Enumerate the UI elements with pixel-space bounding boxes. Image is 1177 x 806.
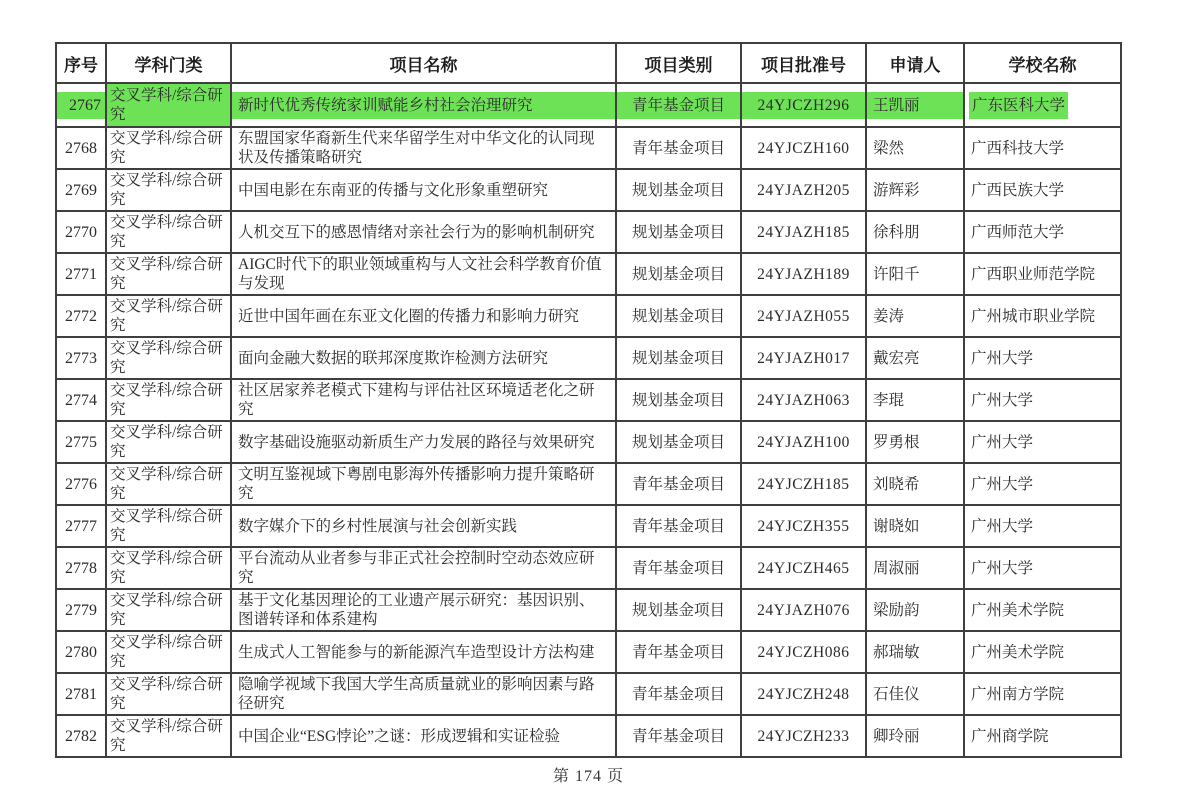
grant-no-value: 24YJAZH017 <box>757 349 850 367</box>
header-serial: 序号 <box>56 43 106 83</box>
cell-category <box>616 673 741 715</box>
cell-grant-no <box>741 83 866 127</box>
category-value: 规划基金项目 <box>631 307 725 325</box>
cell-applicant <box>866 589 964 631</box>
applicant-value: 梁励韵 <box>873 601 920 619</box>
table-row <box>56 505 1121 547</box>
cell-title <box>231 83 616 127</box>
category-value: 青年基金项目 <box>631 727 725 745</box>
cell-category <box>616 631 741 673</box>
cell-serial <box>56 295 106 337</box>
category-value: 青年基金项目 <box>631 139 725 157</box>
cell-applicant <box>866 253 964 295</box>
cell-discipline <box>106 673 231 715</box>
cell-title <box>231 589 616 631</box>
title-value: 人机交互下的感恩情绪对亲社会行为的影响机制研究 <box>238 223 595 241</box>
category-value: 规划基金项目 <box>631 391 725 409</box>
cell-title <box>231 169 616 211</box>
cell-discipline <box>106 295 231 337</box>
cell-grant-no <box>741 127 866 169</box>
discipline-value: 交叉学科/综合研究 <box>110 466 223 502</box>
school-value: 广州城市职业学院 <box>971 307 1096 325</box>
school-value: 广州大学 <box>971 433 1034 451</box>
cell-category <box>616 337 741 379</box>
cell-serial <box>56 211 106 253</box>
table-row <box>56 379 1121 421</box>
serial-value: 2781 <box>65 685 97 703</box>
title-value: 生成式人工智能参与的新能源汽车造型设计方法构建 <box>238 643 595 661</box>
cell-discipline <box>106 505 231 547</box>
cell-applicant <box>866 505 964 547</box>
serial-value: 2770 <box>65 223 97 241</box>
discipline-value: 交叉学科/综合研究 <box>110 592 223 628</box>
applicant-value: 罗勇根 <box>873 433 920 451</box>
cell-applicant <box>866 673 964 715</box>
cell-school <box>964 631 1121 673</box>
cell-title <box>231 673 616 715</box>
grant-no-value: 24YJAZH205 <box>757 181 850 199</box>
grant-no-value: 24YJAZH100 <box>757 433 850 451</box>
discipline-value: 交叉学科/综合研究 <box>110 340 223 376</box>
applicant-value: 郝瑞敏 <box>873 643 920 661</box>
table-row <box>56 715 1121 757</box>
cell-school <box>964 715 1121 757</box>
cell-discipline <box>106 421 231 463</box>
discipline-value: 交叉学科/综合研究 <box>110 718 223 754</box>
school-value: 广州大学 <box>971 391 1034 409</box>
category-value: 规划基金项目 <box>631 265 725 283</box>
cell-discipline <box>106 337 231 379</box>
category-value: 青年基金项目 <box>631 517 725 535</box>
cell-grant-no <box>741 211 866 253</box>
applicant-value: 谢晓如 <box>873 517 920 535</box>
table-row <box>56 547 1121 589</box>
cell-school <box>964 463 1121 505</box>
cell-applicant <box>866 463 964 505</box>
cell-serial <box>56 337 106 379</box>
table-sheet <box>55 42 1122 758</box>
cell-school <box>964 589 1121 631</box>
table-row <box>56 253 1121 295</box>
cell-grant-no <box>741 463 866 505</box>
cell-title <box>231 505 616 547</box>
title-value: 中国企业“ESG悖论”之谜：形成逻辑和实证检验 <box>238 727 561 745</box>
cell-title <box>231 337 616 379</box>
table-row <box>56 169 1121 211</box>
cell-title <box>231 295 616 337</box>
cell-grant-no <box>741 253 866 295</box>
cell-category <box>616 715 741 757</box>
grant-no-value: 24YJCZH248 <box>757 685 850 703</box>
title-value: 隐喻学视域下我国大学生高质量就业的影响因素与路径研究 <box>238 676 595 712</box>
serial-value: 2772 <box>65 307 97 325</box>
grant-no-value: 24YJCZH296 <box>742 92 865 119</box>
title-value: 面向金融大数据的联邦深度欺诈检测方法研究 <box>238 349 549 367</box>
cell-applicant <box>866 169 964 211</box>
serial-value: 2779 <box>65 601 97 619</box>
serial-value: 2773 <box>65 349 97 367</box>
cell-category <box>616 295 741 337</box>
serial-value: 2782 <box>65 727 97 745</box>
title-value: 东盟国家华裔新生代来华留学生对中华文化的认同现状及传播策略研究 <box>238 130 595 166</box>
projects-table <box>55 42 1122 758</box>
cell-category <box>616 547 741 589</box>
discipline-value: 交叉学科/综合研究 <box>110 550 223 586</box>
cell-grant-no <box>741 169 866 211</box>
school-value: 广东医科大学 <box>969 92 1068 119</box>
cell-applicant <box>866 83 964 127</box>
cell-title <box>231 253 616 295</box>
applicant-value: 周淑丽 <box>873 559 920 577</box>
table-header <box>56 43 1121 83</box>
title-value: 数字基础设施驱动新质生产力发展的路径与效果研究 <box>238 433 595 451</box>
table-body <box>56 83 1121 757</box>
grant-no-value: 24YJAZH076 <box>757 601 850 619</box>
serial-value: 2774 <box>65 391 97 409</box>
cell-grant-no <box>741 379 866 421</box>
cell-discipline <box>106 631 231 673</box>
discipline-value: 交叉学科/综合研究 <box>107 84 230 126</box>
category-value: 青年基金项目 <box>631 685 725 703</box>
cell-applicant <box>866 631 964 673</box>
cell-grant-no <box>741 631 866 673</box>
serial-value: 2771 <box>65 265 97 283</box>
school-value: 广西职业师范学院 <box>971 265 1096 283</box>
school-value: 广西民族大学 <box>971 181 1065 199</box>
cell-title <box>231 211 616 253</box>
cell-school <box>964 379 1121 421</box>
grant-no-value: 24YJAZH189 <box>757 265 850 283</box>
cell-category <box>616 505 741 547</box>
grant-no-value: 24YJAZH063 <box>757 391 850 409</box>
cell-category <box>616 421 741 463</box>
applicant-value: 王凯丽 <box>867 92 963 119</box>
cell-grant-no <box>741 547 866 589</box>
applicant-value: 游辉彩 <box>873 181 920 199</box>
school-value: 广州美术学院 <box>971 643 1065 661</box>
grant-no-value: 24YJAZH185 <box>757 223 850 241</box>
cell-discipline <box>106 211 231 253</box>
applicant-value: 石佳仪 <box>873 685 920 703</box>
cell-school <box>964 83 1121 127</box>
table-row <box>56 673 1121 715</box>
cell-serial <box>56 715 106 757</box>
school-value: 广州大学 <box>971 517 1034 535</box>
header-applicant: 申请人 <box>866 43 964 83</box>
cell-category <box>616 83 741 127</box>
header-discipline: 学科门类 <box>106 43 231 83</box>
serial-value: 2776 <box>65 475 97 493</box>
serial-value: 2767 <box>57 92 106 119</box>
table-row <box>56 421 1121 463</box>
cell-school <box>964 253 1121 295</box>
header-row <box>56 43 1121 83</box>
cell-category <box>616 211 741 253</box>
discipline-value: 交叉学科/综合研究 <box>110 424 223 460</box>
table-row <box>56 589 1121 631</box>
cell-discipline <box>106 83 231 127</box>
cell-discipline <box>106 169 231 211</box>
cell-school <box>964 127 1121 169</box>
discipline-value: 交叉学科/综合研究 <box>110 172 223 208</box>
cell-title <box>231 631 616 673</box>
cell-serial <box>56 379 106 421</box>
cell-school <box>964 169 1121 211</box>
cell-serial <box>56 421 106 463</box>
cell-title <box>231 547 616 589</box>
cell-title <box>231 715 616 757</box>
cell-serial <box>56 589 106 631</box>
cell-title <box>231 463 616 505</box>
table-row <box>56 211 1121 253</box>
discipline-value: 交叉学科/综合研究 <box>110 298 223 334</box>
cell-category <box>616 379 741 421</box>
cell-serial <box>56 673 106 715</box>
category-value: 规划基金项目 <box>631 223 725 241</box>
applicant-value: 梁然 <box>873 139 905 157</box>
grant-no-value: 24YJCZH185 <box>757 475 850 493</box>
serial-value: 2778 <box>65 559 97 577</box>
applicant-value: 姜涛 <box>873 307 905 325</box>
school-value: 广西师范大学 <box>971 223 1065 241</box>
cell-serial <box>56 547 106 589</box>
grant-no-value: 24YJCZH465 <box>757 559 850 577</box>
cell-serial <box>56 127 106 169</box>
title-value: 基于文化基因理论的工业遗产展示研究：基因识别、图谱转译和体系建构 <box>238 592 595 628</box>
grant-no-value: 24YJAZH055 <box>757 307 850 325</box>
discipline-value: 交叉学科/综合研究 <box>110 256 223 292</box>
serial-value: 2780 <box>65 643 97 661</box>
school-value: 广州南方学院 <box>971 685 1065 703</box>
cell-grant-no <box>741 589 866 631</box>
cell-discipline <box>106 547 231 589</box>
cell-grant-no <box>741 337 866 379</box>
grant-no-value: 24YJCZH233 <box>757 727 850 745</box>
cell-school <box>964 421 1121 463</box>
applicant-value: 卿玲丽 <box>873 727 920 745</box>
title-value: 数字媒介下的乡村性展演与社会创新实践 <box>238 517 518 535</box>
cell-school <box>964 211 1121 253</box>
title-value: 平台流动从业者参与非正式社会控制时空动态效应研究 <box>238 550 595 586</box>
cell-category <box>616 589 741 631</box>
cell-grant-no <box>741 295 866 337</box>
cell-applicant <box>866 547 964 589</box>
applicant-value: 李琨 <box>873 391 905 409</box>
category-value: 规划基金项目 <box>631 601 725 619</box>
category-value: 青年基金项目 <box>631 559 725 577</box>
cell-discipline <box>106 589 231 631</box>
cell-category <box>616 463 741 505</box>
title-value: 社区居家养老模式下建构与评估社区环境适老化之研究 <box>238 382 595 418</box>
title-value: 文明互鉴视域下粤剧电影海外传播影响力提升策略研究 <box>238 466 595 502</box>
cell-category <box>616 253 741 295</box>
table-row <box>56 295 1121 337</box>
cell-serial <box>56 463 106 505</box>
discipline-value: 交叉学科/综合研究 <box>110 676 223 712</box>
category-value: 青年基金项目 <box>631 475 725 493</box>
cell-grant-no <box>741 505 866 547</box>
cell-discipline <box>106 379 231 421</box>
header-grant-no: 项目批准号 <box>741 43 866 83</box>
cell-category <box>616 127 741 169</box>
cell-serial <box>56 169 106 211</box>
cell-applicant <box>866 211 964 253</box>
cell-grant-no <box>741 715 866 757</box>
category-value: 青年基金项目 <box>631 643 725 661</box>
title-value: 新时代优秀传统家训赋能乡村社会治理研究 <box>232 92 615 119</box>
applicant-value: 戴宏亮 <box>873 349 920 367</box>
school-value: 广西科技大学 <box>971 139 1065 157</box>
title-value: AIGC时代下的职业领域重构与人文社会科学教育价值与发现 <box>238 256 602 292</box>
applicant-value: 许阳千 <box>873 265 920 283</box>
grant-no-value: 24YJCZH160 <box>757 139 850 157</box>
serial-value: 2775 <box>65 433 97 451</box>
header-category: 项目类别 <box>616 43 741 83</box>
discipline-value: 交叉学科/综合研究 <box>110 508 223 544</box>
cell-applicant <box>866 421 964 463</box>
header-school: 学校名称 <box>964 43 1121 83</box>
table-row <box>56 127 1121 169</box>
table-row <box>56 463 1121 505</box>
category-value: 规划基金项目 <box>631 349 725 367</box>
cell-serial <box>56 253 106 295</box>
header-title: 项目名称 <box>231 43 616 83</box>
serial-value: 2769 <box>65 181 97 199</box>
school-value: 广州美术学院 <box>971 601 1065 619</box>
category-value: 规划基金项目 <box>631 181 725 199</box>
cell-applicant <box>866 127 964 169</box>
table-row <box>56 337 1121 379</box>
cell-serial <box>56 505 106 547</box>
category-value: 规划基金项目 <box>631 433 725 451</box>
page-number: 第 174 页 <box>552 768 624 785</box>
cell-serial <box>56 631 106 673</box>
cell-grant-no <box>741 421 866 463</box>
cell-discipline <box>106 253 231 295</box>
category-value: 青年基金项目 <box>617 92 740 119</box>
title-value: 近世中国年画在东亚文化圈的传播力和影响力研究 <box>238 307 580 325</box>
cell-title <box>231 421 616 463</box>
school-value: 广州大学 <box>971 475 1034 493</box>
cell-serial <box>56 83 106 127</box>
cell-title <box>231 379 616 421</box>
cell-applicant <box>866 379 964 421</box>
discipline-value: 交叉学科/综合研究 <box>110 214 223 250</box>
school-value: 广州大学 <box>971 349 1034 367</box>
applicant-value: 刘晓希 <box>873 475 920 493</box>
school-value: 广州商学院 <box>971 727 1049 745</box>
cell-school <box>964 295 1121 337</box>
cell-school <box>964 547 1121 589</box>
cell-applicant <box>866 295 964 337</box>
cell-discipline <box>106 715 231 757</box>
cell-discipline <box>106 463 231 505</box>
cell-school <box>964 673 1121 715</box>
cell-discipline <box>106 127 231 169</box>
cell-school <box>964 505 1121 547</box>
grant-no-value: 24YJCZH355 <box>757 517 850 535</box>
table-row <box>56 83 1121 127</box>
discipline-value: 交叉学科/综合研究 <box>110 382 223 418</box>
school-value: 广州大学 <box>971 559 1034 577</box>
cell-category <box>616 169 741 211</box>
serial-value: 2768 <box>65 139 97 157</box>
discipline-value: 交叉学科/综合研究 <box>110 130 223 166</box>
cell-grant-no <box>741 673 866 715</box>
discipline-value: 交叉学科/综合研究 <box>110 634 223 670</box>
cell-applicant <box>866 337 964 379</box>
table-row <box>56 631 1121 673</box>
cell-applicant <box>866 715 964 757</box>
applicant-value: 徐科朋 <box>873 223 920 241</box>
cell-school <box>964 337 1121 379</box>
grant-no-value: 24YJCZH086 <box>757 643 850 661</box>
serial-value: 2777 <box>65 517 97 535</box>
title-value: 中国电影在东南亚的传播与文化形象重塑研究 <box>238 181 549 199</box>
cell-title <box>231 127 616 169</box>
